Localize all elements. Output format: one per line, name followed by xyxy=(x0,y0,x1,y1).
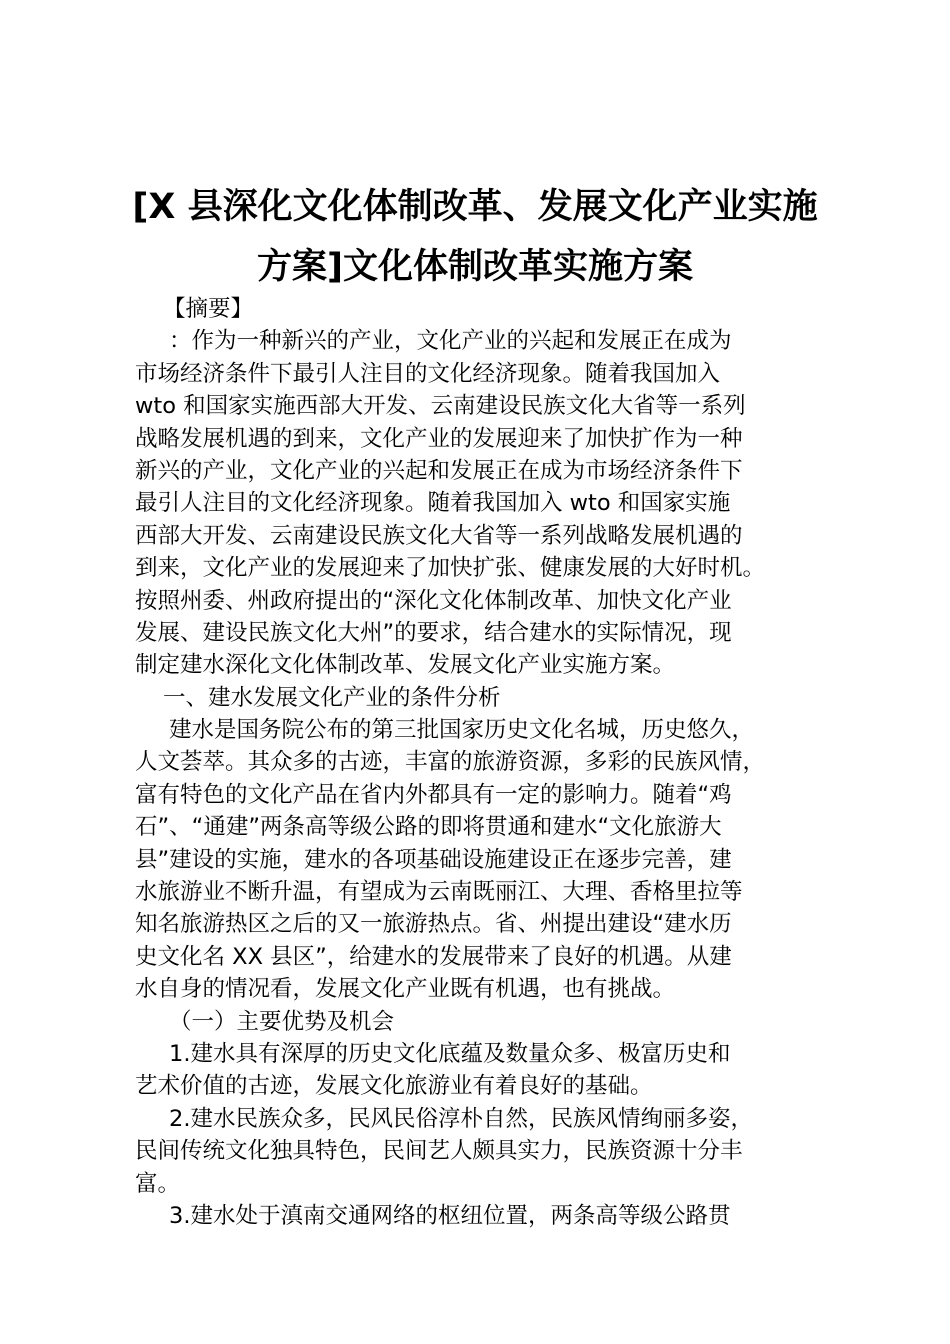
abstract-heading: 【摘要】 xyxy=(163,296,254,322)
list-item-line: 3.建水处于滇南交通网络的枢纽位置，两条高等级公路贯 xyxy=(169,1202,731,1229)
paragraph-line: 市场经济条件下最引人注目的文化经济现象。随着我国加入 xyxy=(135,360,721,387)
paragraph-line: 水自身的情况看，发展文化产业既有机遇，也有挑战。 xyxy=(135,976,676,1003)
document-title-line-2: 方案]文化体制改革实施方案 xyxy=(257,247,693,287)
paragraph-line: 制定建水深化文化体制改革、发展文化产业实施方案。 xyxy=(135,652,676,679)
paragraph-line: 最引人注目的文化经济现象。随着我国加入 wto 和国家实施 xyxy=(135,490,731,517)
paragraph-line: 富有特色的文化产品在省内外都具有一定的影响力。随着“鸡 xyxy=(135,781,732,808)
paragraph-line: 战略发展机遇的到来，文化产业的发展迎来了加快扩作为一种 xyxy=(135,425,743,452)
paragraph-line: wto 和国家实施西部大开发、云南建设民族文化大省等一系列 xyxy=(135,393,746,420)
list-item-line: 2.建水民族众多，民风民俗淳朴自然，民族风情绚丽多姿， xyxy=(169,1105,753,1132)
list-item-line: 民间传统文化独具特色，民间艺人颇具实力，民族资源十分丰 xyxy=(135,1138,743,1165)
section-heading: 一、建水发展文化产业的条件分析 xyxy=(163,684,501,711)
list-item-line: 艺术价值的古迹，发展文化旅游业有着良好的基础。 xyxy=(135,1073,653,1100)
document-title-line-1: [X 县深化文化体制改革、发展文化产业实施 xyxy=(132,187,818,227)
paragraph-line: 人文荟萃。其众多的古迹，丰富的旅游资源，多彩的民族风情， xyxy=(135,749,766,776)
subsection-heading: （一）主要优势及机会 xyxy=(169,1008,395,1035)
paragraph-line: 县”建设的实施，建水的各项基础设施建设正在逐步完善，建 xyxy=(135,846,732,873)
paragraph-line: 建水是国务院公布的第三批国家历史文化名城，历史悠久， xyxy=(169,717,755,744)
paragraph-line: 西部大开发、云南建设民族文化大省等一系列战略发展机遇的 xyxy=(135,522,743,549)
paragraph-line: 知名旅游热区之后的又一旅游热点。省、州提出建设“建水历 xyxy=(135,911,732,938)
paragraph-line: 水旅游业不断升温，有望成为云南既丽江、大理、香格里拉等 xyxy=(135,879,743,906)
paragraph-line: 按照州委、州政府提出的“深化文化体制改革、加快文化产业 xyxy=(135,587,732,614)
list-item-line: 1.建水具有深厚的历史文化底蕴及数量众多、极富历史和 xyxy=(169,1040,731,1067)
document-body xyxy=(135,293,855,1232)
paragraph-line: 到来，文化产业的发展迎来了加快扩张、健康发展的大好时机。 xyxy=(135,555,766,582)
paragraph-line: ：作为一种新兴的产业，文化产业的兴起和发展正在成为 xyxy=(169,328,732,355)
paragraph-line: 石”、“通建”两条高等级公路的即将贯通和建水“文化旅游大 xyxy=(135,814,722,841)
paragraph-line: 发展、建设民族文化大州”的要求，结合建水的实际情况，现 xyxy=(135,619,732,646)
paragraph-line: 新兴的产业，文化产业的兴起和发展正在成为市场经济条件下 xyxy=(135,457,743,484)
list-item-line: 富。 xyxy=(135,1170,181,1197)
paragraph-line: 史文化名 XX 县区”，给建水的发展带来了良好的机遇。从建 xyxy=(135,943,732,970)
